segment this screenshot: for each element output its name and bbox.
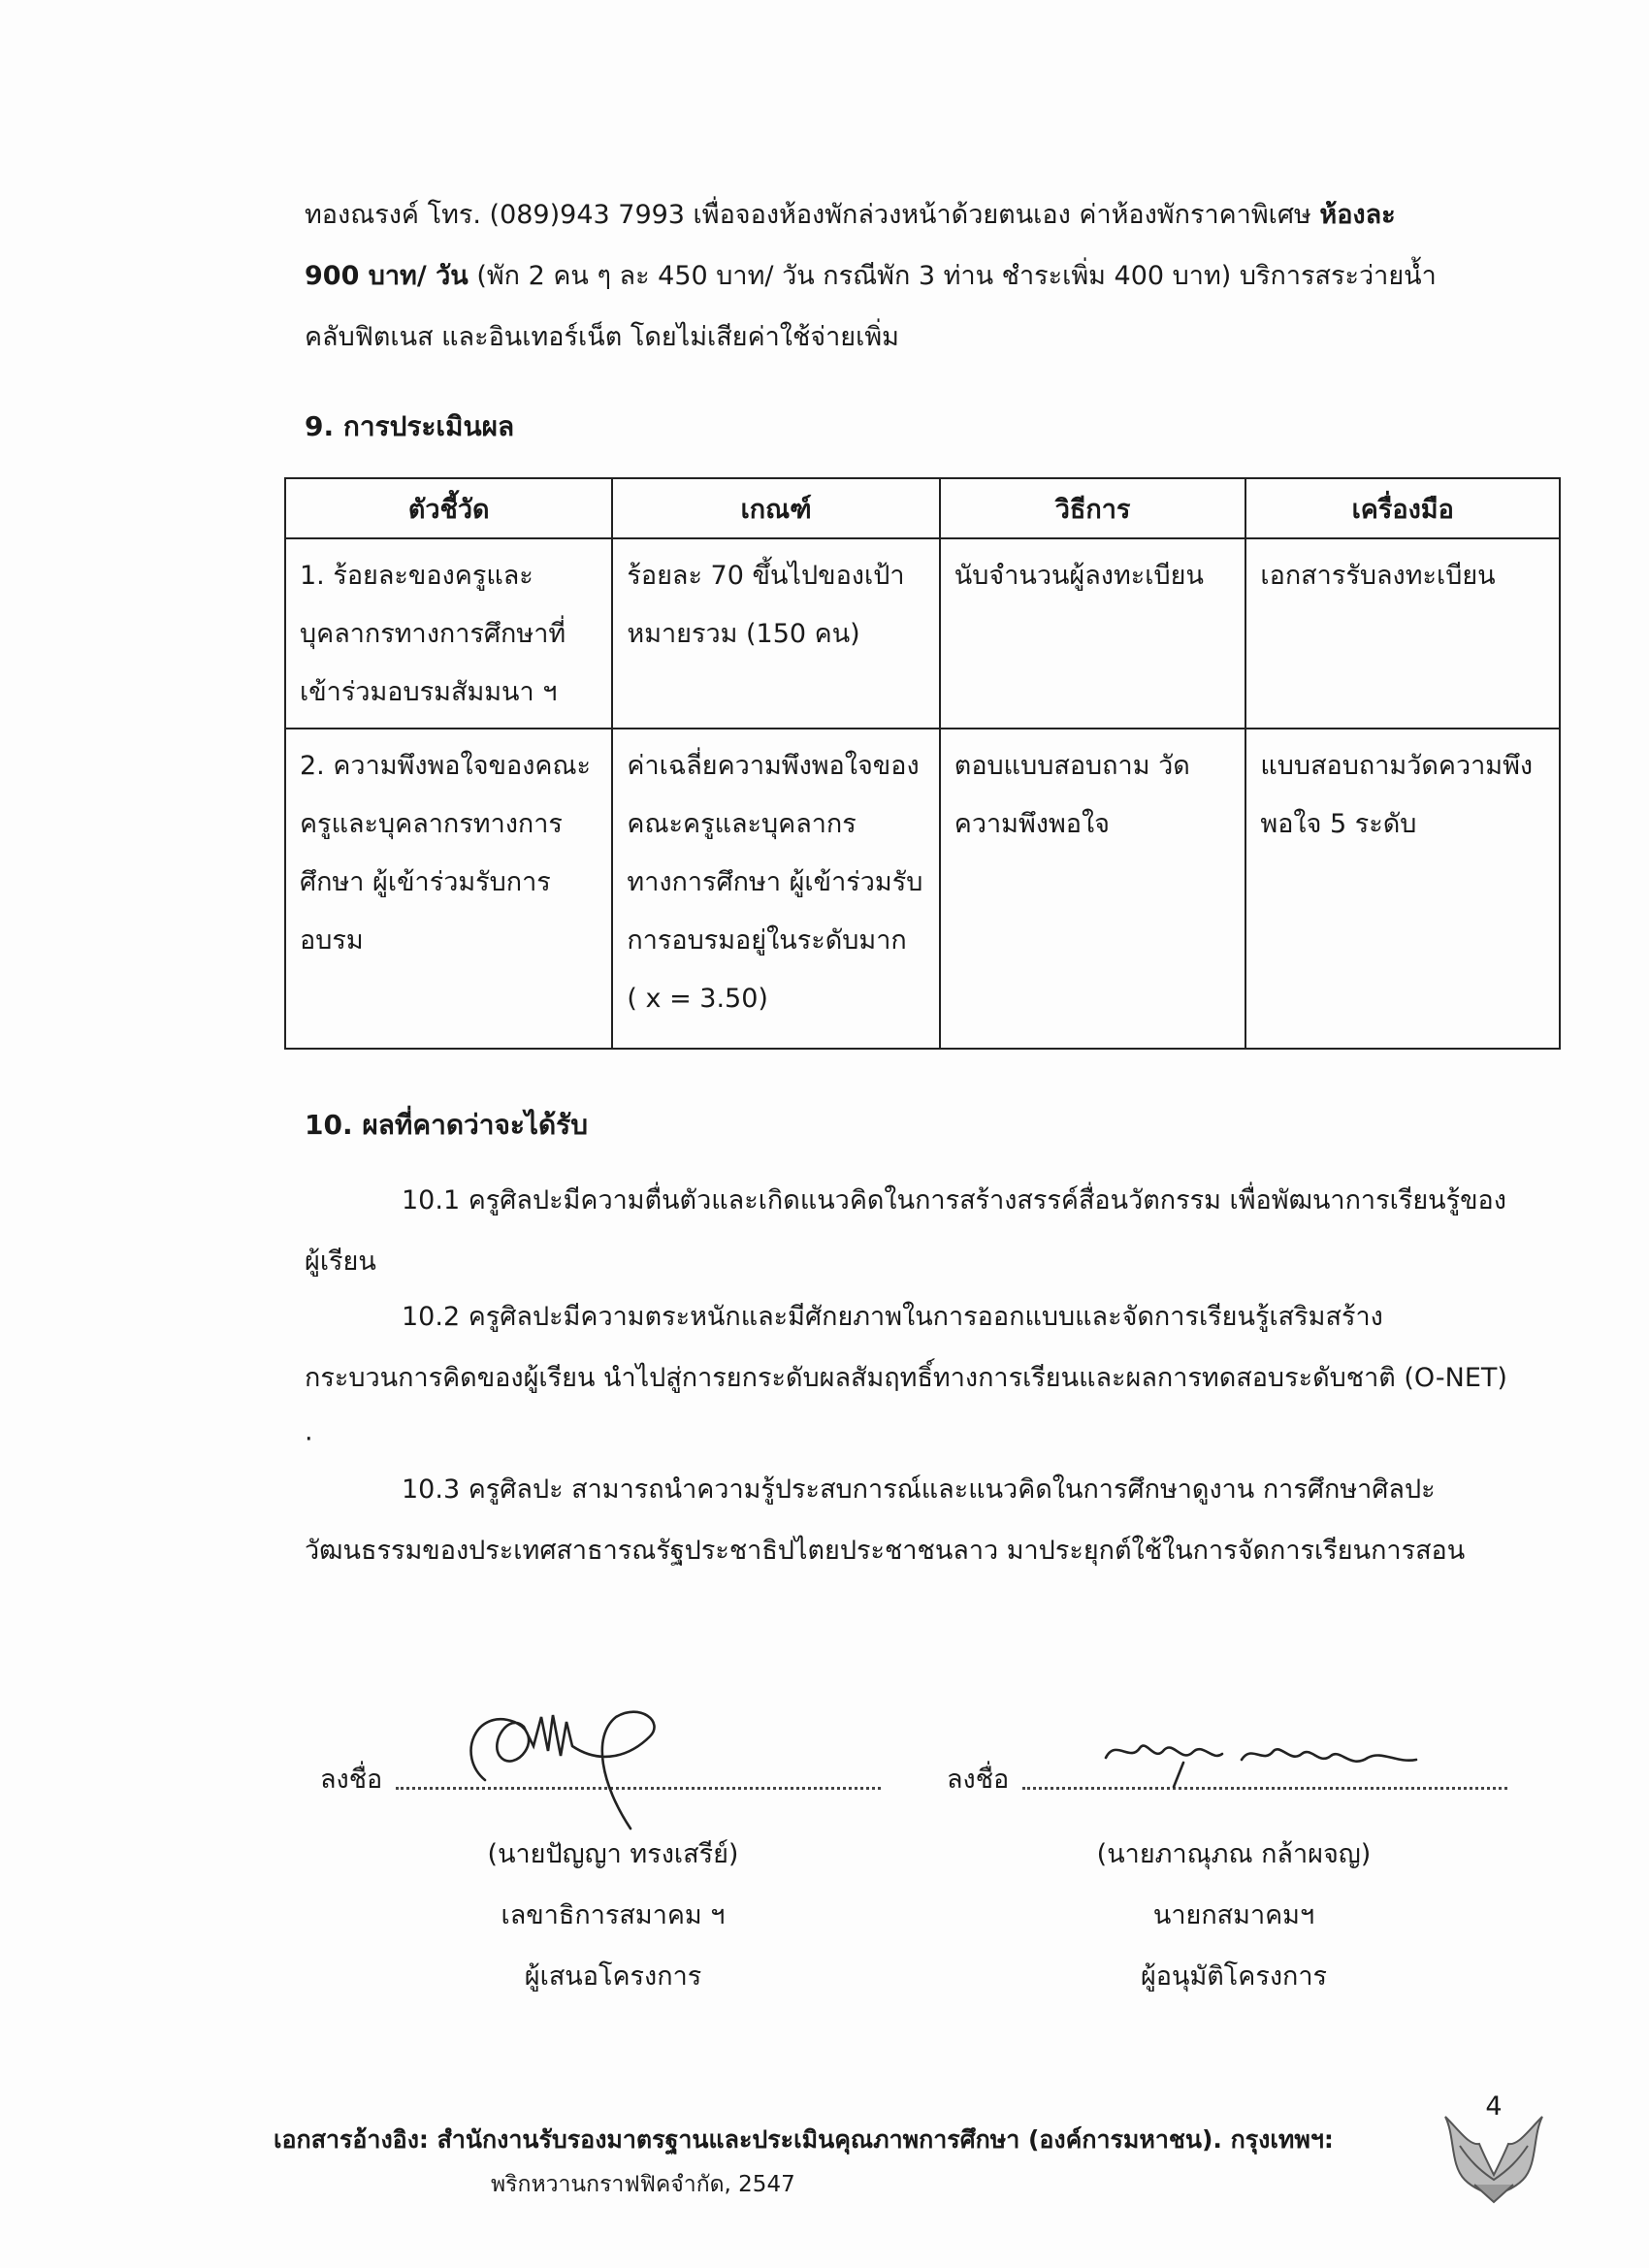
signer-position-left: เลขาธิการสมาคม ฯ bbox=[501, 1900, 726, 1930]
table-cell: เอกสารรับลงทะเบียน bbox=[1245, 538, 1560, 729]
intro-line2-bold: 900 บาท/ วัน bbox=[305, 261, 469, 291]
signer-role-right: ผู้อนุมัติโครงการ bbox=[1140, 1961, 1328, 1992]
table-cell: แบบสอบถามวัดความพึงพอใจ 5 ระดับ bbox=[1245, 729, 1560, 1049]
signer-name-right: (นายภาณุภณ กล้าผจญ) bbox=[1096, 1839, 1372, 1869]
header-indicator: ตัวชี้วัด bbox=[285, 478, 612, 538]
table-cell: 2. ความพึงพอใจของคณะครูและบุคลากรทางการศึกษา ผู้เข้าร่วมรับการอบรม bbox=[285, 729, 612, 1049]
signer-name-left: (นายปัญญา ทรงเสรีย์) bbox=[487, 1839, 739, 1869]
handwritten-signature-left bbox=[456, 1688, 679, 1833]
intro-paragraph bbox=[305, 184, 1507, 368]
table-cell: ค่าเฉลี่ยความพึงพอใจของคณะครูและบุคลากรทางการศึกษา ผู้เข้าร่วมรับการอบรมอยู่ในระดับมาก ( x = 3.50) bbox=[612, 729, 939, 1049]
table-cell: ร้อยละ 70 ขึ้นไปของเป้าหมายรวม (150 คน) bbox=[612, 538, 939, 729]
reference-publisher: พริกหวานกราฟฟิคจำกัด, 2547 bbox=[491, 2172, 795, 2197]
expected-result-10-2: 10.2 ครูศิลปะมีความตระหนักและมีศักยภาพในการออกแบบและจัดการเรียนรู้เสริมสร้างกระบวนการคิดของผู้เรียน นำไปสู่การยกระดับผลสัมฤทธิ์ทางการเรียนและผลการทดสอบระดับชาติ (O-NET) · bbox=[305, 1302, 1507, 1454]
intro-line2: (พัก 2 คน ๆ ละ 450 บาท/ วัน กรณีพัก 3 ท่าน ชำระเพิ่ม 400 บาท) บริการสระว่ายน้ำ bbox=[468, 261, 1437, 291]
section9-heading: 9. การประเมินผล bbox=[305, 410, 515, 442]
reference-citation: เอกสารอ้างอิง: สำนักงานรับรองมาตรฐานและประเมินคุณภาพการศึกษา (องค์การมหาชน). กรุงเทพฯ: bbox=[274, 2125, 1334, 2154]
intro-line1-bold: ห้องละ bbox=[1319, 200, 1396, 230]
section10-heading: 10. ผลที่คาดว่าจะได้รับ bbox=[305, 1109, 588, 1141]
table-row bbox=[285, 538, 1560, 729]
expected-result-10-3: 10.3 ครูศิลปะ สามารถนำความรู้ประสบการณ์และแนวคิดในการศึกษาดูงาน การศึกษาศิลปะวัฒนธรรมของประเทศสาธารณรัฐประชาธิปไตยประชาชนลาว มาประยุกต์ใช้ในการจัดการเรียนการสอน bbox=[305, 1474, 1466, 1566]
signature-block-right bbox=[1011, 1824, 1457, 2007]
table-header-row bbox=[285, 478, 1560, 538]
intro-line3: คลับฟิตเนส และอินเทอร์เน็ต โดยไม่เสียค่าใช้จ่ายเพิ่ม bbox=[305, 322, 899, 352]
signature-label-right: ลงชื่อ bbox=[947, 1765, 1010, 1795]
header-method: วิธีการ bbox=[940, 478, 1246, 538]
table-cell: 1. ร้อยละของครูและบุคลากรทางการศึกษาที่เข้าร่วมอบรมสัมมนา ฯ bbox=[285, 538, 612, 729]
handwritten-signature-right bbox=[1086, 1719, 1455, 1797]
page-number-ornament bbox=[1436, 2088, 1552, 2204]
header-tool: เครื่องมือ bbox=[1245, 478, 1560, 538]
table-cell: นับจำนวนผู้ลงทะเบียน bbox=[940, 538, 1246, 729]
table-row bbox=[285, 729, 1560, 1049]
expected-result-10-1: 10.1 ครูศิลปะมีความตื่นตัวและเกิดแนวคิดในการสร้างสรรค์สื่อนวัตกรรม เพื่อพัฒนาการเรียนรู้ของผู้เรียน bbox=[305, 1185, 1506, 1277]
signer-role-left: ผู้เสนอโครงการ bbox=[524, 1961, 702, 1992]
signature-label-left: ลงชื่อ bbox=[320, 1765, 383, 1795]
intro-line1: ทองณรงค์ โทร. (089)943 7993 เพื่อจองห้องพักล่วงหน้าด้วยตนเอง ค่าห้องพักราคาพิเศษ bbox=[305, 200, 1320, 230]
evaluation-table bbox=[284, 477, 1561, 1050]
signature-block-left bbox=[390, 1824, 836, 2007]
signer-position-right: นายกสมาคมฯ bbox=[1152, 1900, 1315, 1930]
page-number: 4 bbox=[1485, 2091, 1503, 2122]
table-cell: ตอบแบบสอบถาม วัดความพึงพอใจ bbox=[940, 729, 1246, 1049]
header-criteria: เกณฑ์ bbox=[612, 478, 939, 538]
